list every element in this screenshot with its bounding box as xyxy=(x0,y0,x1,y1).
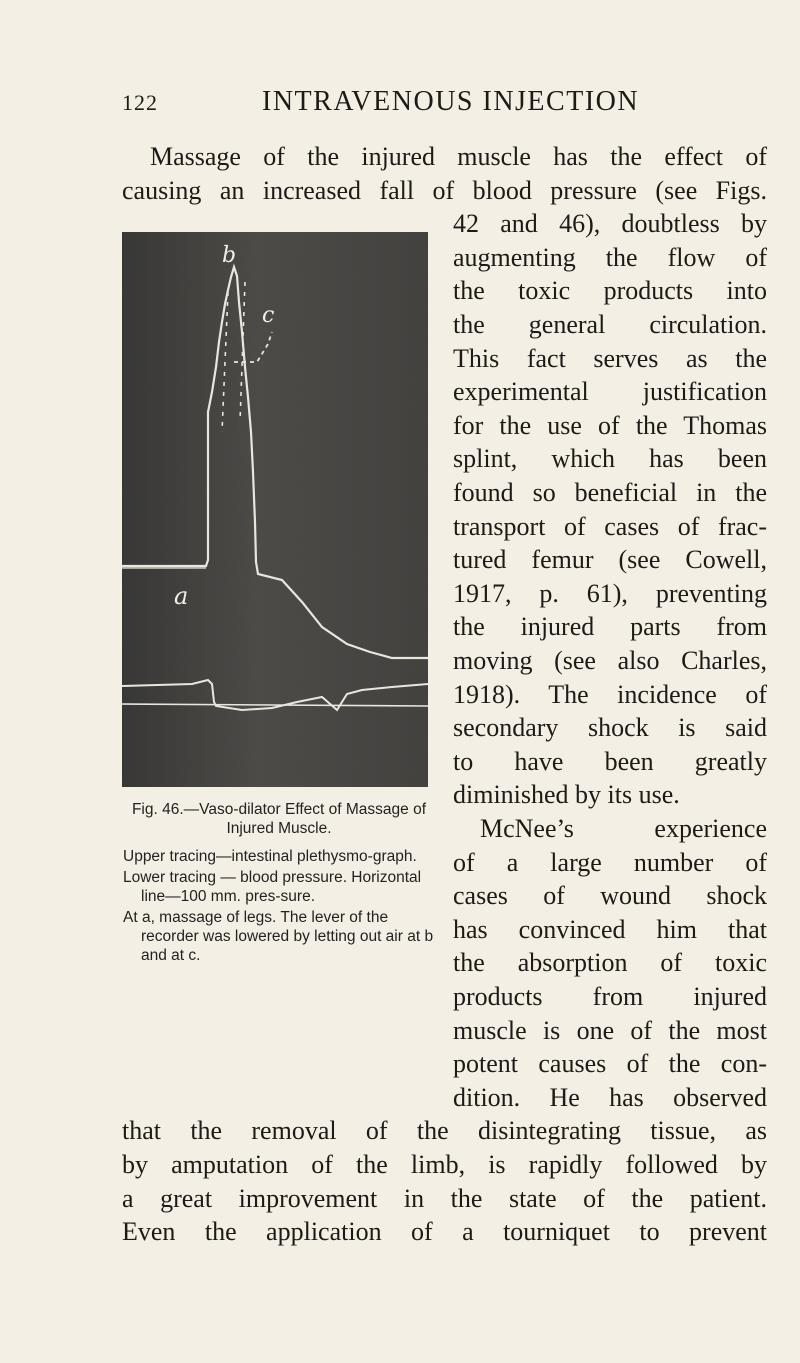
caption-upper-tracing: Upper tracing—intestinal plethysmo-graph. xyxy=(123,848,417,865)
text-line: dition. He has observed xyxy=(453,1082,767,1112)
label-b: b xyxy=(222,243,237,268)
text-line: This fact serves as the xyxy=(453,343,767,373)
text-line: the absorption of toxic xyxy=(453,948,767,978)
text-line: 1918). The incidence of xyxy=(453,679,767,709)
running-head xyxy=(122,86,767,126)
text-line: McNee’s experience xyxy=(480,814,767,843)
text-line: potent causes of the con- xyxy=(453,1049,767,1079)
text-line: cases of wound shock xyxy=(453,881,767,911)
text-line: for the use of the Thomas xyxy=(453,410,767,440)
text-line: moving (see also Charles, xyxy=(453,646,767,675)
text-line: the toxic products into xyxy=(453,276,767,306)
caption-massage-note: At a, massage of legs. The lever of the recorder was lowered by letting out air at b and at c. xyxy=(123,909,434,964)
label-a: a xyxy=(174,582,189,610)
text-line: has convinced him that xyxy=(453,914,767,944)
text-line: Massage of the injured muscle has the effect of xyxy=(150,142,767,171)
figure-caption xyxy=(123,800,435,967)
caption-lower-tracing: Lower tracing — blood pressure. Horizontal line—100 mm. pres-sure. xyxy=(123,869,422,905)
text-line: by amputation of the limb, is rapidly followed by xyxy=(122,1150,767,1179)
text-line: diminished by its use. xyxy=(453,780,680,810)
text-line: splint, which has been xyxy=(453,444,767,474)
running-title: INTRAVENOUS INJECTION xyxy=(262,86,640,117)
text-line: that the removal of the disintegrating tissue, as xyxy=(122,1116,767,1146)
text-line: causing an increased fall of blood pressure (see Figs. xyxy=(122,175,767,205)
text-line: tured femur (see Cowell, xyxy=(453,545,767,575)
text-line: transport of cases of frac- xyxy=(453,511,767,541)
caption-title: Fig. 46.—Vaso-dilator Effect of Massage of Injured Muscle. xyxy=(131,801,427,837)
text-line: products from injured xyxy=(453,982,767,1011)
text-line: found so beneficial in the xyxy=(453,478,767,507)
figure-46-tracing xyxy=(122,232,428,787)
text-line: Even the application of a tourniquet to prevent xyxy=(122,1217,767,1247)
text-line: secondary shock is said xyxy=(453,713,767,743)
page-number: 122 xyxy=(122,90,158,115)
text-line: the injured parts from xyxy=(453,612,767,642)
text-line: a great improvement in the state of the patient. xyxy=(122,1183,767,1213)
text-line: 42 and 46), doubtless by xyxy=(453,209,767,239)
text-line: 1917, p. 61), preventing xyxy=(453,578,767,608)
text-line: of a large number of xyxy=(453,847,767,877)
text-line: augmenting the flow of xyxy=(453,242,767,272)
text-line: the general circulation. xyxy=(453,310,767,339)
text-line: to have been greatly xyxy=(453,746,767,776)
text-line: experimental justification xyxy=(453,377,767,407)
label-c: c xyxy=(262,303,275,328)
kymograph-image xyxy=(122,232,428,787)
text-line: muscle is one of the most xyxy=(453,1015,767,1045)
